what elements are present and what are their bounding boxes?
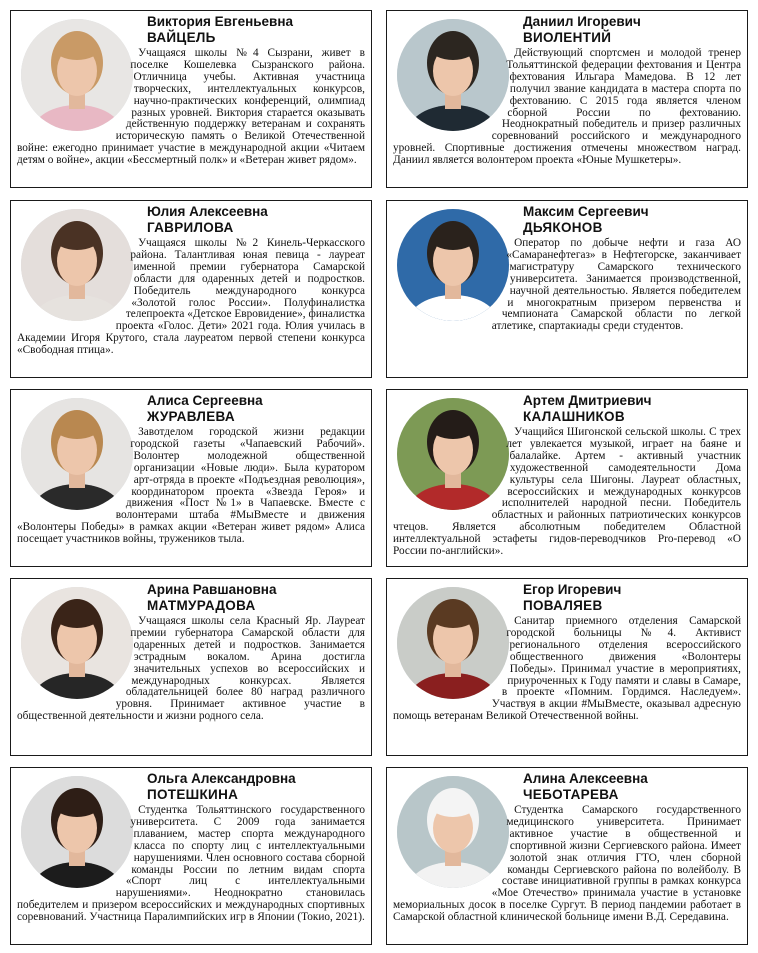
profile-card	[386, 578, 748, 756]
last-name: ПОТЕШКИНА	[147, 787, 239, 802]
bio-text: Студентка Тольяттинского государственного университета. С 2009 года занимается плаванием, мастер спорта международного класса по спорту лиц с интеллектуальными нарушениями. Член основного состава сборной команды России по летним видам спорта «Спорт лиц с интеллектуальными нарушениями». Неоднократно становилась победителем и призером всероссийских и международных спортивных соревнований. Участница Паралимпийских игр в Японии (Токио, 2021).	[17, 804, 365, 924]
bio-text: Санитар приемного отделения Самарской городской больницы №4. Активист регионального отделения всероссийского общественного движения «Волонтеры Победы». Принимал участие в мероприятиях, приуроченных к Году памяти и славы в Самаре, в проекте «Помним. Гордимся. Наследуем». Участвуя в акции #МыВместе, оказывал адресную помощь ветеранам Великой Отечественной войны.	[393, 615, 741, 723]
first-name: Арина Равшановна	[147, 582, 277, 597]
last-name: ВИОЛЕНТИЙ	[523, 30, 612, 45]
bio-text: Оператор по добыче нефти и газа АО «Самаранефтегаз» в Нефтегорске, заканчивает магистратуру Самарского технического университета. Занимается производственной, научной деятельностью. Является победителем и многократным призером первенства и чемпионата Самарской области по легкой атлетике, спартакиады среди студентов.	[491, 237, 741, 333]
first-name: Максим Сергеевич	[523, 204, 649, 219]
bio-text: Действующий спортсмен и молодой тренер Тольяттинской федерации фехтования и Центра фехтования Ильгара Мамедова. В 12 лет получил звание кандидата в мастера спорта по фехтованию. С 2015 года является членом сборной России по фехтованию. Неоднократный победитель и призер различных соревнований российского и международного уровней. Спортивные достижения отмечены множеством наград. Даниил является волонтером проекта «Юные Мушкетеры».	[393, 47, 741, 167]
bio-text: Учащийся Шигонской сельской школы. С трех лет увлекается музыкой, играет на баяне и балалайке. Артем - активный участник художественной самодеятельности Дома культуры села Шигоны. Лауреат областных, всероссийских и международных конкурсов исполнителей народной песни. Победитель областных и районных патриотических конкурсов чтецов. Является абсолютным победителем Областной интеллектуальной эстафеты гидов-переводчиков Pro-перевод «О России по-английски».	[393, 426, 741, 558]
bio-text: Учащаяся школы №2 Кинель-Черкасского района. Талантливая юная певица - лауреат именной премии губернатора Самарской области для одаренных детей и подростков. Победитель международного конкурса «Золотой голос России». Полуфиналистка телепроекта «Детское Евровидение», финалистка проекта «Голос. Дети» 2021 года. Юлия училась в Академии Игоря Крутого, стала лауреатом первой степени конкурса «Свободная птица».	[17, 237, 365, 357]
first-name: Егор Игоревич	[523, 582, 622, 597]
bio-text: Завотделом городской жизни редакции городской газеты «Чапаевский Рабочий». Волонтер молодежной общественной организации «Новые люди». Была куратором арт-отряда в проекте «Подъездная революция», координатором проекта «Звезда Героя» и движения «Пост №1» в Чапаевске. Вместе с волонтерами штаба #МыВместе и движения «Волонтеры Победы» в рамках акции «Ветеран живет рядом» Алиса посещает участников войны, тружеников тыла.	[17, 426, 365, 546]
first-name: Алина Алексеевна	[523, 771, 648, 786]
profile-card	[10, 200, 372, 378]
profile-card	[386, 389, 748, 567]
bio-text: Студентка Самарского государственного медицинского университета. Принимает активное участие в общественной и спортивной жизни Сергиевского района. Имеет золотой знак отличия ГТО, член сборной команды Сергиевского района по волейболу. В составе инициативной группы в рамках конкурса «Мое Отечество» принимала участие в установке мемориальных досок в поселке Сургут. В период пандемии работает в Самарской областной клинической больнице имени В.Д. Середавина.	[393, 804, 741, 924]
last-name: ЧЕБОТАРЕВА	[523, 787, 619, 802]
last-name: ЖУРАВЛЕВА	[147, 409, 235, 424]
profile-card	[10, 389, 372, 567]
profile-card	[386, 10, 748, 188]
profile-card	[10, 10, 372, 188]
profile-card	[10, 767, 372, 945]
first-name: Виктория Евгеньевна	[147, 14, 294, 29]
first-name: Артем Дмитриевич	[523, 393, 652, 408]
last-name: ПОВАЛЯЕВ	[523, 598, 603, 613]
last-name: ВАЙЦЕЛЬ	[147, 30, 216, 45]
first-name: Юлия Алексеевна	[147, 204, 268, 219]
bio-text: Учащаяся школы №4 Сызрани, живет в поселке Кошелевка Сызранского района. Отличница учебы. Активная участница творческих, интеллектуальных конкурсов, научно-практических конференций, олимпиад разных уровней. Виктория старается оказывать действенную поддержку ветеранам и сохранять историческую память о Великой Отечественной войне: ежегодно принимает участие в международной акции «Читаем детям о войне», акции «Бессмертный полк» и «Ветеран живет рядом».	[17, 47, 365, 167]
last-name: ГАВРИЛОВА	[147, 220, 234, 235]
profile-card	[10, 578, 372, 756]
last-name: ДЬЯКОНОВ	[523, 220, 603, 235]
bio-text: Учащаяся школы села Красный Яр. Лауреат премии губернатора Самарской области для одаренных детей и подростков. Занимается эстрадным вокалом. Арина достигла значительных успехов во всероссийских и международных конкурсах. Является обладательницей более 80 наград различного уровня. Принимает активное участие в общественной деятельности и жизни родного села.	[17, 615, 365, 723]
last-name: МАТМУРАДОВА	[147, 598, 256, 613]
profile-card	[386, 200, 748, 378]
first-name: Даниил Игоревич	[523, 14, 641, 29]
first-name: Ольга Александровна	[147, 771, 296, 786]
last-name: КАЛАШНИКОВ	[523, 409, 625, 424]
first-name: Алиса Сергеевна	[147, 393, 263, 408]
profile-card	[386, 767, 748, 945]
